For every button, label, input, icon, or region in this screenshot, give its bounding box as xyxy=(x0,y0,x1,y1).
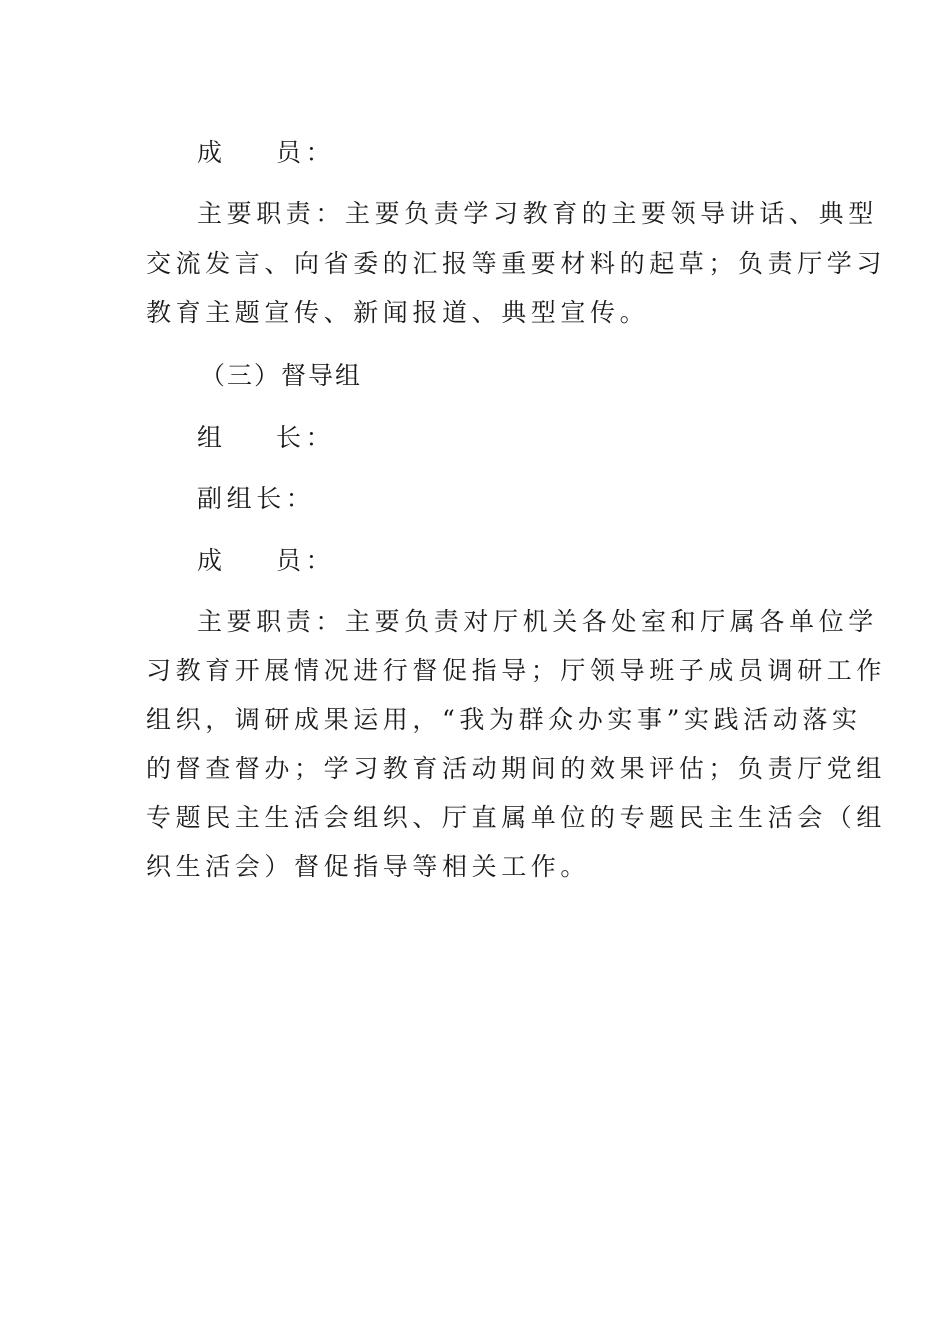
duties-paragraph-line: 的督查督办；学习教育活动期间的效果评估；负责厅党组 xyxy=(146,754,887,783)
members-label-char: 成 xyxy=(197,138,227,167)
members-label-suffix: 员： xyxy=(276,138,336,167)
duties-paragraph-line: 主要职责：主要负责学习教育的主要领导讲话、典型 xyxy=(197,199,878,228)
duties-paragraph-line: 教育主题宣传、新闻报道、典型宣传。 xyxy=(146,298,650,327)
duties-paragraph-line: 专题民主生活会组织、厅直属单位的专题民主生活会（组 xyxy=(146,803,887,832)
leader-label-suffix: 长： xyxy=(276,423,336,452)
members-label-char: 成 xyxy=(197,546,227,575)
duties-paragraph-line: 交流发言、向省委的汇报等重要材料的起草；负责厅学习 xyxy=(146,249,887,278)
leader-label-char: 组 xyxy=(197,423,227,452)
members-label-suffix: 员： xyxy=(276,546,336,575)
leader-label-line xyxy=(197,423,335,453)
duties-paragraph-line: 习教育开展情况进行督促指导；厅领导班子成员调研工作 xyxy=(146,656,887,685)
duties-paragraph-line: 主要职责：主要负责对厅机关各处室和厅属各单位学 xyxy=(197,607,878,636)
duties-paragraph-line: 织生活会）督促指导等相关工作。 xyxy=(146,852,591,881)
duties-paragraph-line: 组织，调研成果运用，“我为群众办实事”实践活动落实 xyxy=(146,705,862,734)
section-heading: （三）督导组 xyxy=(200,361,363,390)
members-label-line xyxy=(197,138,335,168)
members-label-line xyxy=(197,546,335,576)
deputy-leader-label: 副组长： xyxy=(197,484,316,513)
